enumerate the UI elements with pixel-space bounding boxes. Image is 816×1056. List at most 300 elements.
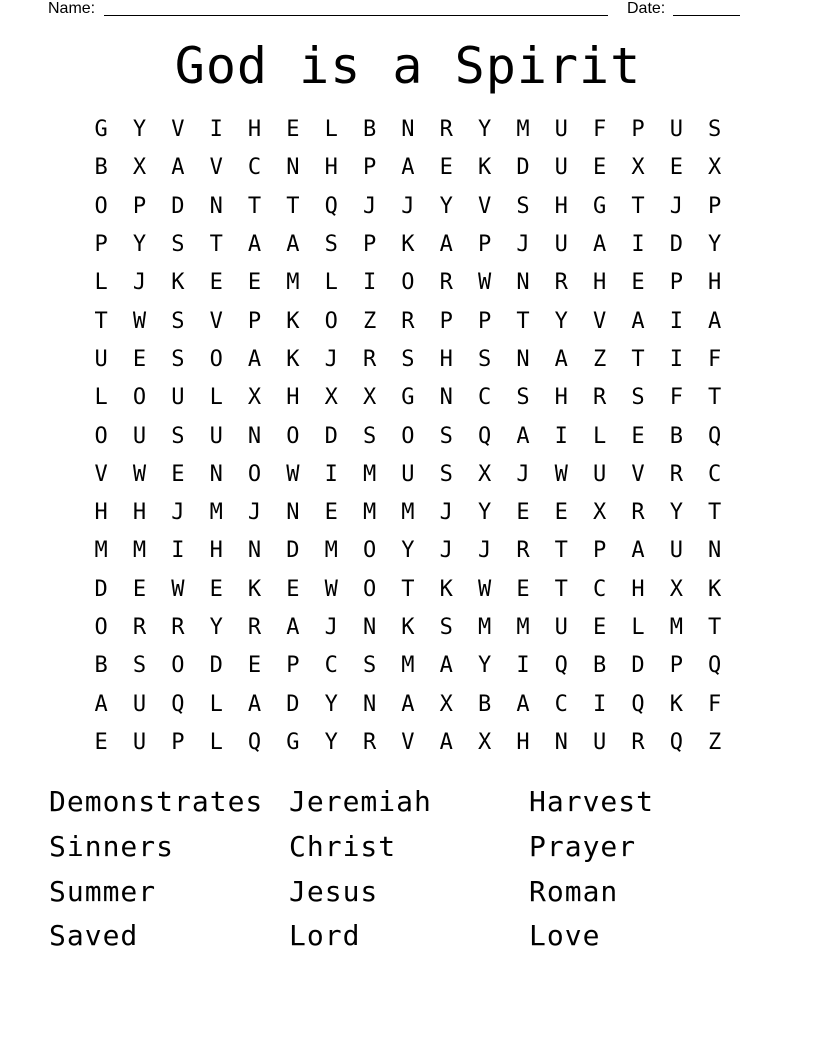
grid-letter: F xyxy=(593,117,607,143)
grid-letter: X xyxy=(362,385,377,411)
grid-letter: D xyxy=(324,423,338,449)
grid-letter: H xyxy=(593,270,607,296)
grid-letter: T xyxy=(209,232,223,258)
grid-letter: A xyxy=(554,346,568,372)
grid-letter: Z xyxy=(708,729,722,755)
grid-letter: D xyxy=(669,232,683,258)
grid-letter: P xyxy=(593,538,607,564)
grid-letter: X xyxy=(439,691,453,717)
grid-letter: C xyxy=(708,461,722,487)
grid-letter: N xyxy=(439,385,453,411)
grid-letter: T xyxy=(554,576,568,602)
grid-letter: V xyxy=(209,155,223,181)
grid-letter: O xyxy=(362,576,377,602)
grid-letter: Z xyxy=(593,346,607,372)
grid-letter: N xyxy=(286,155,300,181)
grid-letter: R xyxy=(554,270,568,296)
grid-letter: I xyxy=(171,538,185,564)
grid-letter: M xyxy=(516,615,530,640)
grid-letter: F xyxy=(708,691,722,717)
grid-letter: S xyxy=(362,423,377,449)
grid-letter: T xyxy=(286,193,300,219)
grid-letter: E xyxy=(132,346,147,372)
grid-letter: H xyxy=(324,155,338,181)
grid-letter: M xyxy=(362,500,377,526)
grid-letter: S xyxy=(362,653,377,679)
grid-letter: A xyxy=(516,423,530,449)
grid-letter: X xyxy=(669,576,683,602)
grid-letter: L xyxy=(631,615,645,640)
grid-letter: O xyxy=(286,423,300,449)
grid-letter: V xyxy=(171,117,185,143)
grid-letter: V xyxy=(209,308,223,334)
grid-letter: X xyxy=(631,155,645,181)
grid-letter: Q xyxy=(324,193,338,219)
grid-letter: N xyxy=(516,270,530,296)
grid-row xyxy=(82,417,734,455)
grid-letter: I xyxy=(669,308,683,334)
grid-letter: E xyxy=(286,576,300,602)
grid-row xyxy=(82,341,734,379)
grid-letter: W xyxy=(324,576,338,602)
grid-letter: I xyxy=(324,461,338,487)
grid-letter: S xyxy=(132,653,147,679)
grid-letter: R xyxy=(631,500,645,526)
word-bank-row xyxy=(49,869,769,914)
grid-letter: Y xyxy=(401,538,415,564)
grid-letter: O xyxy=(132,385,147,411)
grid-letter: O xyxy=(94,615,108,640)
grid-row xyxy=(82,226,734,264)
grid-letter: X xyxy=(708,155,722,181)
grid-letter: A xyxy=(247,691,262,717)
grid-letter: K xyxy=(286,308,300,334)
grid-letter: P xyxy=(669,653,683,679)
grid-letter: E xyxy=(94,729,108,755)
grid-letter: T xyxy=(554,538,568,564)
grid-letter: E xyxy=(324,500,338,526)
grid-letter: S xyxy=(401,346,415,372)
grid-letter: P xyxy=(286,653,300,679)
grid-letter: K xyxy=(401,615,415,640)
grid-letter: D xyxy=(516,155,530,181)
worksheet-header xyxy=(48,0,740,20)
grid-letter: L xyxy=(593,423,607,449)
grid-letter: W xyxy=(286,461,300,487)
grid-letter: A xyxy=(593,232,607,258)
grid-letter: P xyxy=(132,193,147,219)
grid-row xyxy=(82,111,734,149)
grid-row xyxy=(82,571,734,609)
grid-letter: Q xyxy=(247,729,262,755)
grid-letter: Y xyxy=(554,308,568,334)
grid-letter: W xyxy=(171,576,185,602)
grid-letter: V xyxy=(401,729,415,755)
grid-letter: Y xyxy=(477,653,492,679)
grid-letter: V xyxy=(94,461,108,487)
grid-letter: R xyxy=(631,729,645,755)
grid-letter: H xyxy=(439,346,453,372)
grid-letter: E xyxy=(132,576,147,602)
page-title: God is a Spirit xyxy=(174,37,642,95)
grid-letter: A xyxy=(631,538,645,564)
grid-letter: P xyxy=(631,117,645,143)
grid-letter: N xyxy=(362,691,377,717)
grid-letter: M xyxy=(132,538,147,564)
grid-letter: H xyxy=(247,117,262,143)
grid-letter: D xyxy=(171,193,185,219)
grid-row xyxy=(82,188,734,226)
grid-letter: Y xyxy=(209,615,223,640)
word-bank xyxy=(49,780,769,959)
grid-letter: E xyxy=(593,615,607,640)
grid-letter: O xyxy=(401,270,415,296)
grid-letter: P xyxy=(362,232,377,258)
grid-letter: N xyxy=(209,461,223,487)
grid-letter: H xyxy=(554,385,568,411)
word-bank-item: Love xyxy=(529,919,601,953)
grid-letter: W xyxy=(554,461,568,487)
grid-letter: T xyxy=(247,193,262,219)
grid-letter: B xyxy=(94,155,108,181)
grid-letter: Y xyxy=(439,193,453,219)
grid-letter: U xyxy=(209,423,223,449)
grid-row xyxy=(82,724,734,762)
grid-letter: Q xyxy=(708,423,722,449)
grid-letter: H xyxy=(94,500,108,526)
grid-letter: C xyxy=(593,576,607,602)
grid-letter: P xyxy=(247,308,262,334)
grid-row xyxy=(82,302,734,340)
grid-letter: N xyxy=(554,729,568,755)
grid-letter: T xyxy=(708,615,722,640)
grid-letter: S xyxy=(516,193,530,219)
date-blank-line[interactable] xyxy=(673,15,740,16)
grid-letter: U xyxy=(554,615,568,640)
grid-letter: R xyxy=(362,346,377,372)
grid-letter: E xyxy=(669,155,683,181)
grid-letter: P xyxy=(669,270,683,296)
letter-grid xyxy=(82,111,734,762)
grid-letter: G xyxy=(401,385,415,411)
grid-letter: J xyxy=(439,538,453,564)
grid-letter: M xyxy=(324,538,338,564)
grid-letter: T xyxy=(708,500,722,526)
grid-letter: K xyxy=(286,346,300,372)
grid-letter: Y xyxy=(708,232,722,258)
grid-letter: P xyxy=(94,232,108,258)
grid-letter: H xyxy=(631,576,645,602)
grid-letter: S xyxy=(631,385,645,411)
grid-letter: J xyxy=(324,615,338,640)
grid-letter: N xyxy=(209,193,223,219)
grid-letter: R xyxy=(516,538,530,564)
grid-letter: J xyxy=(171,500,185,526)
grid-letter: M xyxy=(669,615,683,640)
grid-letter: T xyxy=(94,308,108,334)
grid-letter: A xyxy=(401,691,415,717)
grid-row xyxy=(82,379,734,417)
grid-letter: I xyxy=(669,346,683,372)
grid-letter: Q xyxy=(669,729,683,755)
grid-letter: Q xyxy=(554,653,568,679)
grid-letter: S xyxy=(439,461,453,487)
grid-letter: H xyxy=(209,538,223,564)
grid-letter: C xyxy=(477,385,492,411)
grid-letter: G xyxy=(593,193,607,219)
grid-row xyxy=(82,149,734,187)
grid-letter: S xyxy=(324,232,338,258)
grid-letter: A xyxy=(708,308,722,334)
grid-row xyxy=(82,532,734,570)
grid-letter: C xyxy=(247,155,262,181)
grid-letter: J xyxy=(362,193,377,219)
grid-letter: U xyxy=(132,691,147,717)
grid-letter: E xyxy=(247,270,262,296)
grid-letter: K xyxy=(708,576,722,602)
grid-letter: G xyxy=(94,117,108,143)
grid-letter: B xyxy=(94,653,108,679)
grid-letter: S xyxy=(171,308,185,334)
grid-letter: T xyxy=(401,576,415,602)
grid-letter: U xyxy=(171,385,185,411)
grid-letter: M xyxy=(401,500,415,526)
grid-letter: T xyxy=(708,385,722,411)
grid-letter: E xyxy=(247,653,262,679)
grid-letter: S xyxy=(708,117,722,143)
grid-letter: O xyxy=(209,346,223,372)
grid-letter: E xyxy=(286,117,300,143)
word-bank-item: Roman xyxy=(529,874,619,908)
grid-letter: K xyxy=(669,691,683,717)
grid-letter: P xyxy=(439,308,453,334)
grid-letter: J xyxy=(401,193,415,219)
grid-letter: O xyxy=(362,538,377,564)
grid-letter: V xyxy=(477,193,492,219)
grid-letter: E xyxy=(439,155,453,181)
grid-letter: D xyxy=(209,653,223,679)
grid-letter: L xyxy=(324,270,338,296)
grid-letter: A xyxy=(286,232,300,258)
grid-letter: U xyxy=(554,117,568,143)
grid-letter: X xyxy=(132,155,147,181)
grid-letter: O xyxy=(171,653,185,679)
grid-letter: Z xyxy=(362,308,377,334)
word-bank-item: Harvest xyxy=(529,785,655,819)
grid-letter: P xyxy=(477,308,492,334)
grid-letter: S xyxy=(171,346,185,372)
grid-letter: D xyxy=(286,691,300,717)
grid-letter: N xyxy=(247,423,262,449)
grid-letter: L xyxy=(94,385,108,411)
grid-letter: Y xyxy=(132,232,147,258)
grid-letter: A xyxy=(401,155,415,181)
grid-letter: Q xyxy=(708,653,722,679)
grid-letter: H xyxy=(554,193,568,219)
word-bank-row xyxy=(49,825,769,870)
grid-letter: X xyxy=(324,385,338,411)
grid-letter: U xyxy=(132,729,147,755)
grid-letter: M xyxy=(401,653,415,679)
grid-letter: P xyxy=(171,729,185,755)
grid-letter: W xyxy=(477,270,492,296)
grid-letter: S xyxy=(477,346,492,372)
grid-letter: U xyxy=(669,117,683,143)
grid-letter: Y xyxy=(477,117,492,143)
grid-letter: B xyxy=(669,423,683,449)
grid-letter: P xyxy=(362,155,377,181)
grid-letter: R xyxy=(247,615,262,640)
grid-letter: Q xyxy=(631,691,645,717)
grid-letter: W xyxy=(132,461,147,487)
grid-letter: K xyxy=(477,155,492,181)
grid-letter: Q xyxy=(477,423,492,449)
grid-letter: L xyxy=(94,270,108,296)
grid-letter: U xyxy=(593,461,607,487)
grid-letter: R xyxy=(132,615,147,640)
grid-letter: S xyxy=(171,232,185,258)
grid-letter: B xyxy=(362,117,377,143)
grid-letter: B xyxy=(593,653,607,679)
grid-letter: E xyxy=(209,270,223,296)
grid-letter: J xyxy=(324,346,338,372)
word-bank-row xyxy=(49,780,769,825)
grid-letter: O xyxy=(94,193,108,219)
grid-letter: J xyxy=(516,232,530,258)
grid-letter: K xyxy=(439,576,453,602)
grid-letter: O xyxy=(401,423,415,449)
grid-letter: A xyxy=(247,346,262,372)
grid-letter: A xyxy=(439,729,453,755)
grid-letter: Y xyxy=(324,729,338,755)
grid-letter: Y xyxy=(669,500,683,526)
grid-letter: L xyxy=(209,729,223,755)
grid-letter: A xyxy=(631,308,645,334)
grid-letter: N xyxy=(708,538,722,564)
grid-letter: R xyxy=(401,308,415,334)
grid-letter: H xyxy=(132,500,147,526)
grid-letter: U xyxy=(554,155,568,181)
grid-row xyxy=(82,456,734,494)
grid-letter: I xyxy=(593,691,607,717)
word-bank-row xyxy=(49,914,769,959)
grid-letter: N xyxy=(362,615,377,640)
grid-letter: I xyxy=(516,653,530,679)
date-label: Date: xyxy=(627,0,666,17)
grid-letter: L xyxy=(209,691,223,717)
grid-letter: A xyxy=(171,155,185,181)
grid-letter: M xyxy=(477,615,492,640)
grid-row xyxy=(82,264,734,302)
grid-letter: H xyxy=(708,270,722,296)
grid-letter: U xyxy=(669,538,683,564)
grid-letter: I xyxy=(209,117,223,143)
grid-letter: V xyxy=(593,308,607,334)
grid-letter: M xyxy=(286,270,300,296)
grid-letter: Q xyxy=(171,691,185,717)
grid-letter: X xyxy=(247,385,262,411)
grid-letter: E xyxy=(631,270,645,296)
grid-letter: D xyxy=(631,653,645,679)
grid-letter: X xyxy=(477,729,492,755)
grid-letter: E xyxy=(516,500,530,526)
grid-letter: R xyxy=(669,461,683,487)
grid-letter: E xyxy=(209,576,223,602)
grid-letter: O xyxy=(247,461,262,487)
grid-letter: A xyxy=(286,615,300,640)
grid-letter: J xyxy=(247,500,262,526)
grid-row xyxy=(82,609,734,647)
grid-letter: S xyxy=(439,615,453,640)
grid-row xyxy=(82,494,734,532)
grid-letter: C xyxy=(324,653,338,679)
grid-letter: T xyxy=(631,193,645,219)
grid-letter: A xyxy=(516,691,530,717)
grid-letter: A xyxy=(94,691,108,717)
grid-row xyxy=(82,647,734,685)
grid-letter: E xyxy=(516,576,530,602)
grid-letter: A xyxy=(247,232,262,258)
grid-letter: G xyxy=(286,729,300,755)
grid-letter: P xyxy=(708,193,722,219)
grid-letter: U xyxy=(554,232,568,258)
grid-letter: R xyxy=(593,385,607,411)
grid-letter: T xyxy=(631,346,645,372)
grid-letter: L xyxy=(209,385,223,411)
grid-letter: F xyxy=(669,385,683,411)
grid-letter: I xyxy=(554,423,568,449)
grid-letter: N xyxy=(286,500,300,526)
grid-letter: S xyxy=(439,423,453,449)
grid-letter: I xyxy=(631,232,645,258)
word-bank-item: Lord xyxy=(289,919,361,953)
grid-letter: O xyxy=(324,308,338,334)
grid-letter: V xyxy=(631,461,645,487)
grid-letter: M xyxy=(209,500,223,526)
grid-letter: D xyxy=(94,576,108,602)
grid-letter: J xyxy=(439,500,453,526)
grid-letter: E xyxy=(554,500,568,526)
grid-letter: B xyxy=(477,691,492,717)
grid-letter: M xyxy=(362,461,377,487)
name-blank-line[interactable] xyxy=(104,15,608,16)
grid-letter: R xyxy=(439,270,453,296)
grid-letter: N xyxy=(516,346,530,372)
grid-letter: K xyxy=(247,576,262,602)
grid-letter: L xyxy=(324,117,338,143)
grid-letter: Y xyxy=(324,691,338,717)
grid-letter: J xyxy=(477,538,492,564)
grid-letter: M xyxy=(516,117,530,143)
grid-letter: Y xyxy=(477,500,492,526)
grid-letter: F xyxy=(708,346,722,372)
grid-letter: J xyxy=(516,461,530,487)
name-label: Name: xyxy=(48,0,96,17)
word-bank-item: Prayer xyxy=(529,830,637,864)
grid-letter: M xyxy=(94,538,108,564)
grid-letter: H xyxy=(286,385,300,411)
grid-letter: K xyxy=(171,270,185,296)
word-bank-item: Jesus xyxy=(289,874,379,908)
grid-letter: N xyxy=(401,117,415,143)
grid-letter: E xyxy=(171,461,185,487)
word-bank-item: Jeremiah xyxy=(289,785,432,819)
grid-letter: T xyxy=(516,308,530,334)
grid-letter: S xyxy=(516,385,530,411)
grid-letter: S xyxy=(171,423,185,449)
grid-letter: R xyxy=(171,615,185,640)
grid-letter: A xyxy=(439,653,453,679)
